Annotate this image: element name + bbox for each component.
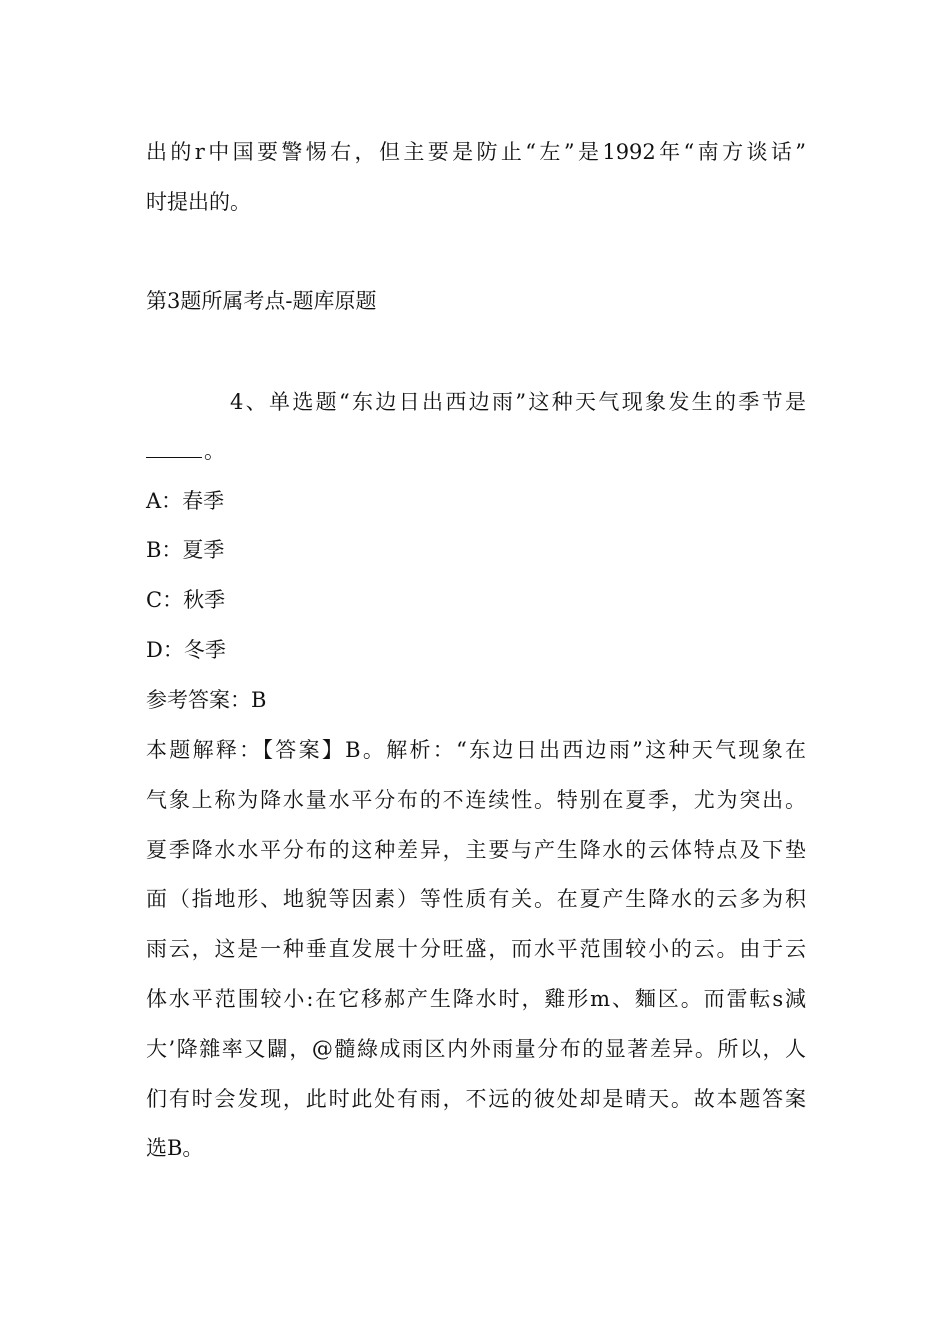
explanation-line: 们有时会发现，此时此处有雨，不远的彼处却是晴天。故本题答案 [146, 1087, 806, 1111]
prev-explanation-line-2: 时提出的。 [146, 190, 251, 214]
question-stem-line-1: 4、单选题“东边日出西边雨”这种天气现象发生的季节是 [230, 390, 806, 414]
answer-blank [146, 439, 202, 458]
explanation-line: 大’降雜率又闢，@髓綠成雨区内外雨量分布的显著差异。所以，人 [146, 1037, 806, 1061]
option-a: A：春季 [146, 489, 225, 513]
option-d: D：冬季 [146, 638, 226, 662]
reference-answer: 参考答案：B [146, 688, 267, 712]
explanation-line: 夏季降水水平分布的这种差异，主要与产生降水的云体特点及下垫 [146, 838, 806, 862]
source-note: 第3题所属考点-题库原题 [146, 289, 377, 313]
option-c: C：秋季 [146, 588, 226, 612]
explanation-line: 本题解释：【答案】B。解析：“东边日出西边雨”这种天气现象在 [146, 738, 806, 762]
prev-explanation-line-1: 出的r中国要警惕右，但主要是防止“左”是1992年“南方谈话” [146, 140, 806, 164]
explanation-line: 雨云，这是一种垂直发展十分旺盛，而水平范围较小的云。由于云 [146, 937, 806, 961]
question-stem-end: 。 [204, 439, 225, 463]
explanation-line: 面（指地形、地貌等因素）等性质有关。在夏产生降水的云多为积 [146, 887, 806, 911]
explanation-line: 气象上称为降水量水平分布的不连续性。特别在夏季，尤为突出。 [146, 788, 806, 812]
explanation-line: 选B。 [146, 1136, 204, 1160]
question-stem-line-2 [146, 437, 806, 465]
option-b: B：夏季 [146, 538, 225, 562]
explanation-line: 体水平范围较小:在它移郝产生降水时，雞形m、麵区。而雷転s減 [146, 987, 806, 1011]
